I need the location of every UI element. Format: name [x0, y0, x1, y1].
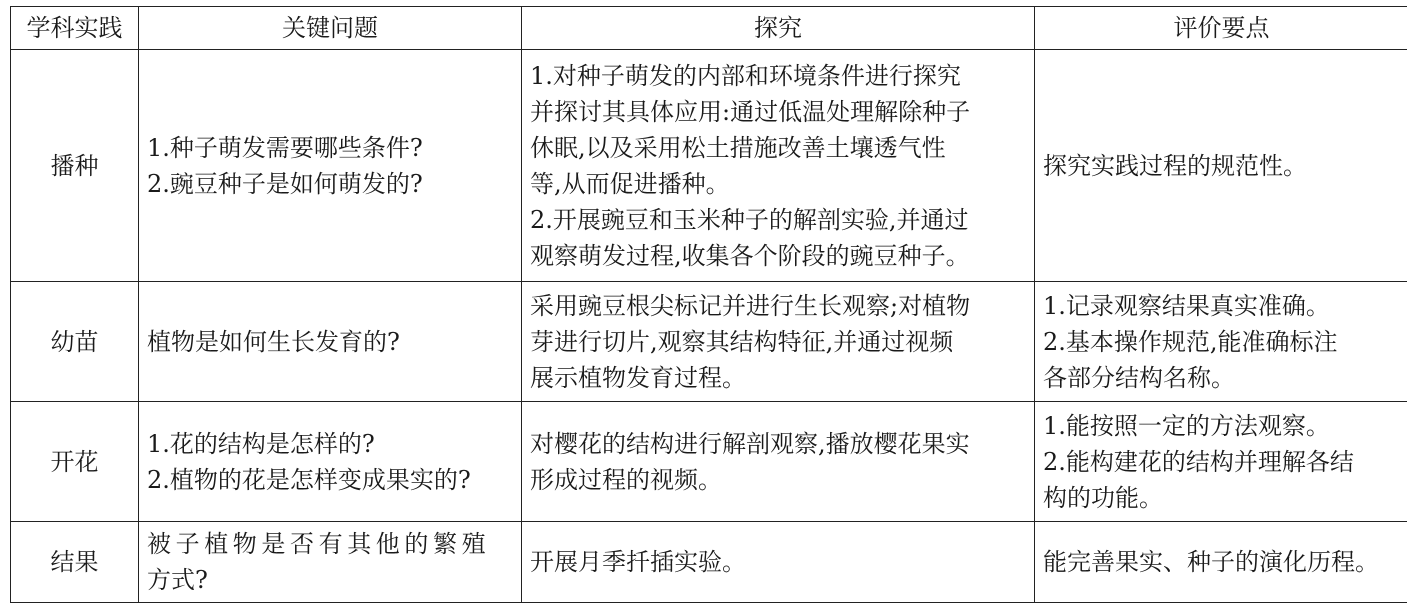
questions-cell [139, 522, 522, 603]
stage-cell: 幼苗 [11, 282, 139, 402]
evaluation-line: 2.能构建花的结构并理解各结 [1043, 444, 1400, 480]
question-line: 方式? [147, 562, 513, 598]
table-header-row [11, 7, 1407, 50]
evaluation-line: 探究实践过程的规范性。 [1043, 148, 1400, 184]
inquiry-line: 1.对种子萌发的内部和环境条件进行探究 [530, 58, 1026, 94]
header-practice: 学科实践 [11, 7, 139, 50]
table-row [11, 282, 1407, 402]
inquiry-line: 等,从而促进播种。 [530, 166, 1026, 202]
evaluation-cell [1035, 50, 1407, 282]
inquiry-line: 并探讨其具体应用:通过低温处理解除种子 [530, 94, 1026, 130]
questions-cell [139, 402, 522, 522]
evaluation-cell [1035, 282, 1407, 402]
stage-cell: 开花 [11, 402, 139, 522]
evaluation-line: 各部分结构名称。 [1043, 360, 1400, 396]
evaluation-cell [1035, 522, 1407, 603]
question-line: 2.豌豆种子是如何萌发的? [147, 166, 513, 202]
inquiry-cell [522, 50, 1035, 282]
header-key-questions: 关键问题 [139, 7, 522, 50]
inquiry-line: 对樱花的结构进行解剖观察,播放樱花果实 [530, 426, 1026, 462]
stage-cell: 播种 [11, 50, 139, 282]
inquiry-line: 展示植物发育过程。 [530, 360, 1026, 396]
evaluation-line: 构的功能。 [1043, 480, 1400, 516]
evaluation-line: 2.基本操作规范,能准确标注 [1043, 324, 1400, 360]
question-line: 1.花的结构是怎样的? [147, 426, 513, 462]
inquiry-line: 休眠,以及采用松土措施改善土壤透气性 [530, 130, 1026, 166]
questions-cell [139, 282, 522, 402]
evaluation-line: 1.记录观察结果真实准确。 [1043, 288, 1400, 324]
inquiry-cell [522, 402, 1035, 522]
inquiry-cell [522, 282, 1035, 402]
table-container [10, 6, 1407, 603]
inquiry-line: 2.开展豌豆和玉米种子的解剖实验,并通过 [530, 202, 1026, 238]
table-row [11, 402, 1407, 522]
question-line: 1.种子萌发需要哪些条件? [147, 130, 513, 166]
inquiry-line: 形成过程的视频。 [530, 462, 1026, 498]
table-row [11, 50, 1407, 282]
inquiry-line: 开展月季扦插实验。 [530, 544, 1026, 580]
evaluation-line: 1.能按照一定的方法观察。 [1043, 408, 1400, 444]
inquiry-line: 采用豌豆根尖标记并进行生长观察;对植物 [530, 288, 1026, 324]
question-line: 植物是如何生长发育的? [147, 324, 513, 360]
evaluation-cell [1035, 402, 1407, 522]
practice-table [10, 6, 1407, 603]
evaluation-line: 能完善果实、种子的演化历程。 [1043, 544, 1400, 580]
table-row [11, 522, 1407, 603]
questions-cell [139, 50, 522, 282]
question-line: 被子植物是否有其他的繁殖 [147, 526, 513, 562]
question-line: 2.植物的花是怎样变成果实的? [147, 462, 513, 498]
inquiry-line: 观察萌发过程,收集各个阶段的豌豆种子。 [530, 238, 1026, 274]
stage-cell: 结果 [11, 522, 139, 603]
inquiry-cell [522, 522, 1035, 603]
header-inquiry: 探究 [522, 7, 1035, 50]
header-evaluation: 评价要点 [1035, 7, 1407, 50]
inquiry-line: 芽进行切片,观察其结构特征,并通过视频 [530, 324, 1026, 360]
